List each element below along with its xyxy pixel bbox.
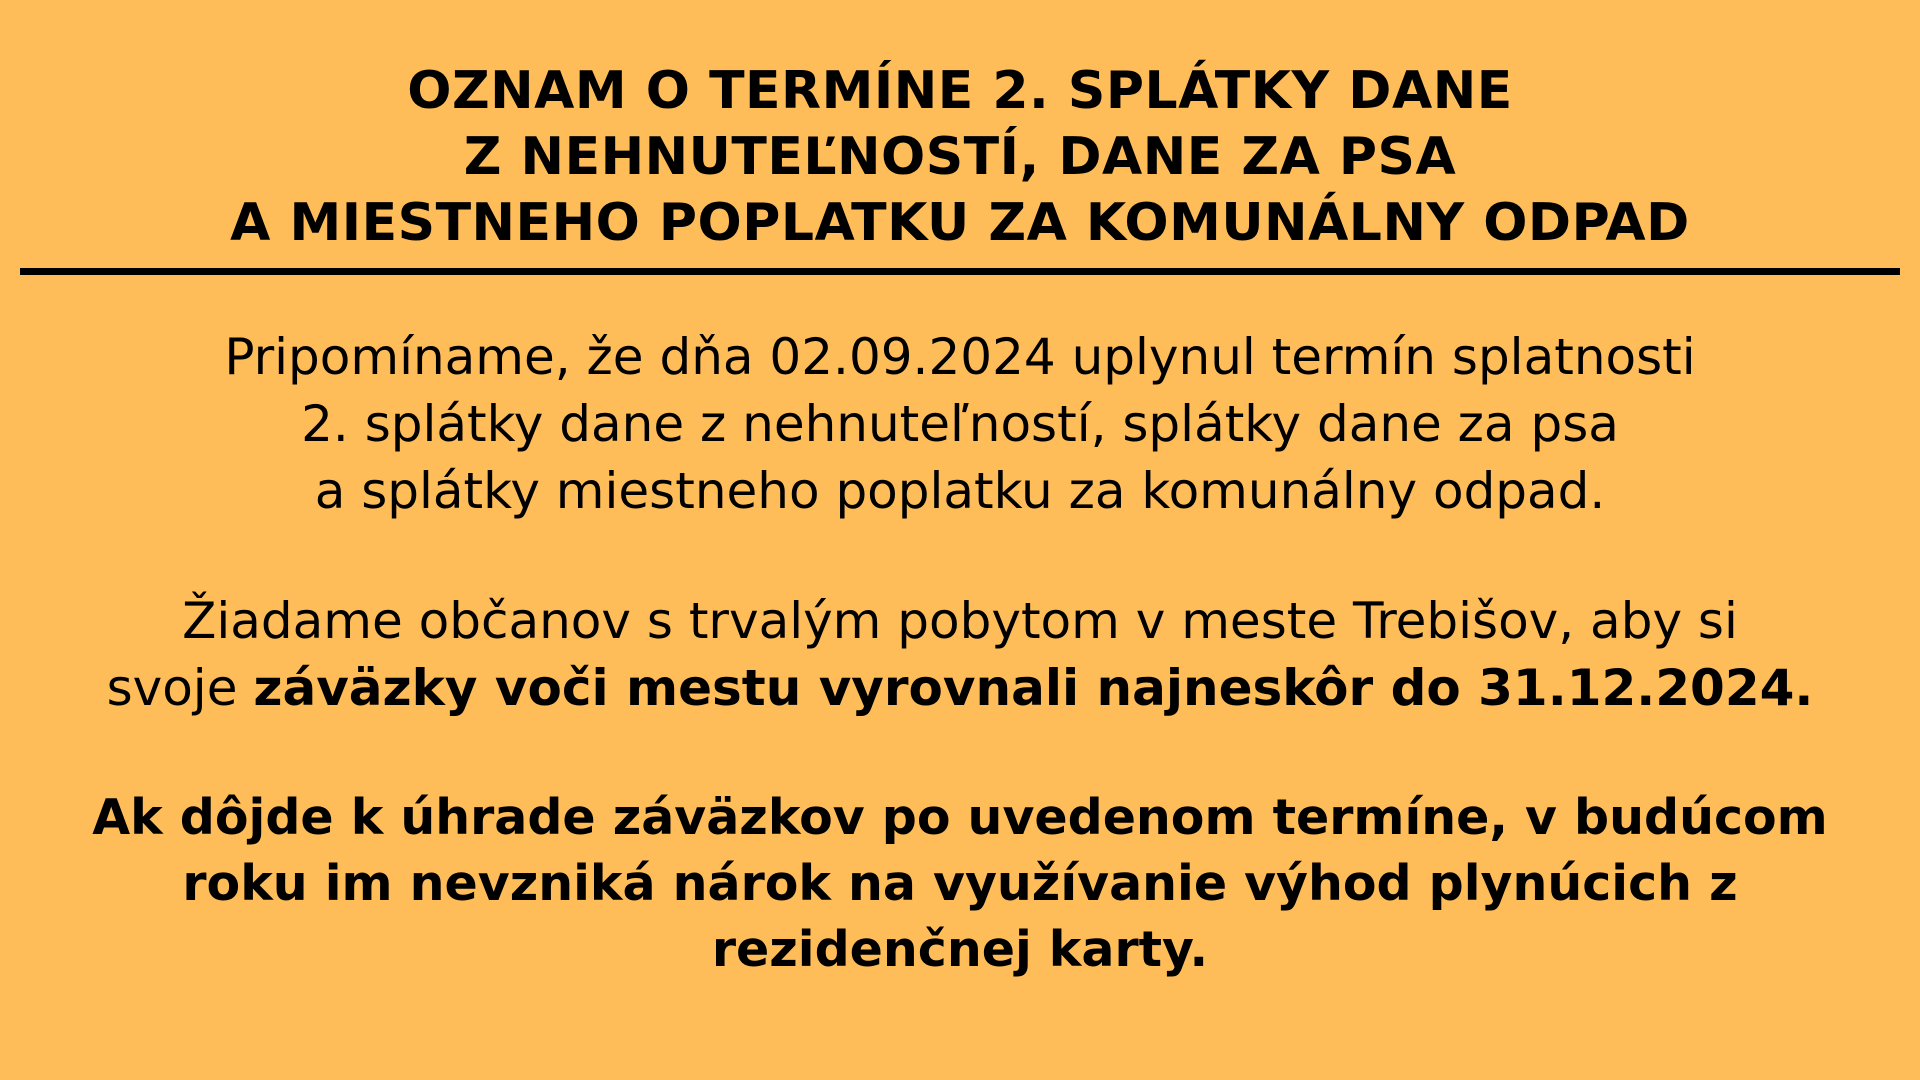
title-divider [20,268,1900,275]
request-deadline-text: záväzky voči mestu vyrovnali najneskôr do 31.12.2024. [253,659,1814,717]
title-line-3: A MIESTNEHO POPLATKU ZA KOMUNÁLNY ODPAD [230,193,1690,253]
title-line-2: Z NEHNUTEĽNOSTÍ, DANE ZA PSA [463,127,1457,187]
reminder-paragraph [0,324,1920,525]
request-line-1: Žiadame občanov s trvalým pobytom v meste Trebišov, aby si [182,592,1738,650]
warning-line-2: roku im nevzniká nárok na využívanie výhod plynúcich z [182,855,1738,912]
warning-line-1: Ak dôjde k úhrade záväzkov po uvedenom termíne, v budúcom [92,789,1828,846]
reminder-line-3: a splátky miestneho poplatku za komunálny odpad. [314,462,1606,520]
warning-line-3: rezidenčnej karty. [711,921,1209,978]
reminder-line-1: Pripomíname, že dňa 02.09.2024 uplynul termín splatnosti [224,328,1696,386]
request-line-2-prefix: svoje [106,659,254,717]
request-paragraph [0,588,1920,722]
reminder-line-2: 2. splátky dane z nehnuteľností, splátky dane za psa [301,395,1619,453]
notice-title [0,58,1920,256]
request-line-2 [0,655,1920,722]
warning-paragraph [0,785,1920,983]
title-line-1: OZNAM O TERMÍNE 2. SPLÁTKY DANE [407,61,1513,121]
